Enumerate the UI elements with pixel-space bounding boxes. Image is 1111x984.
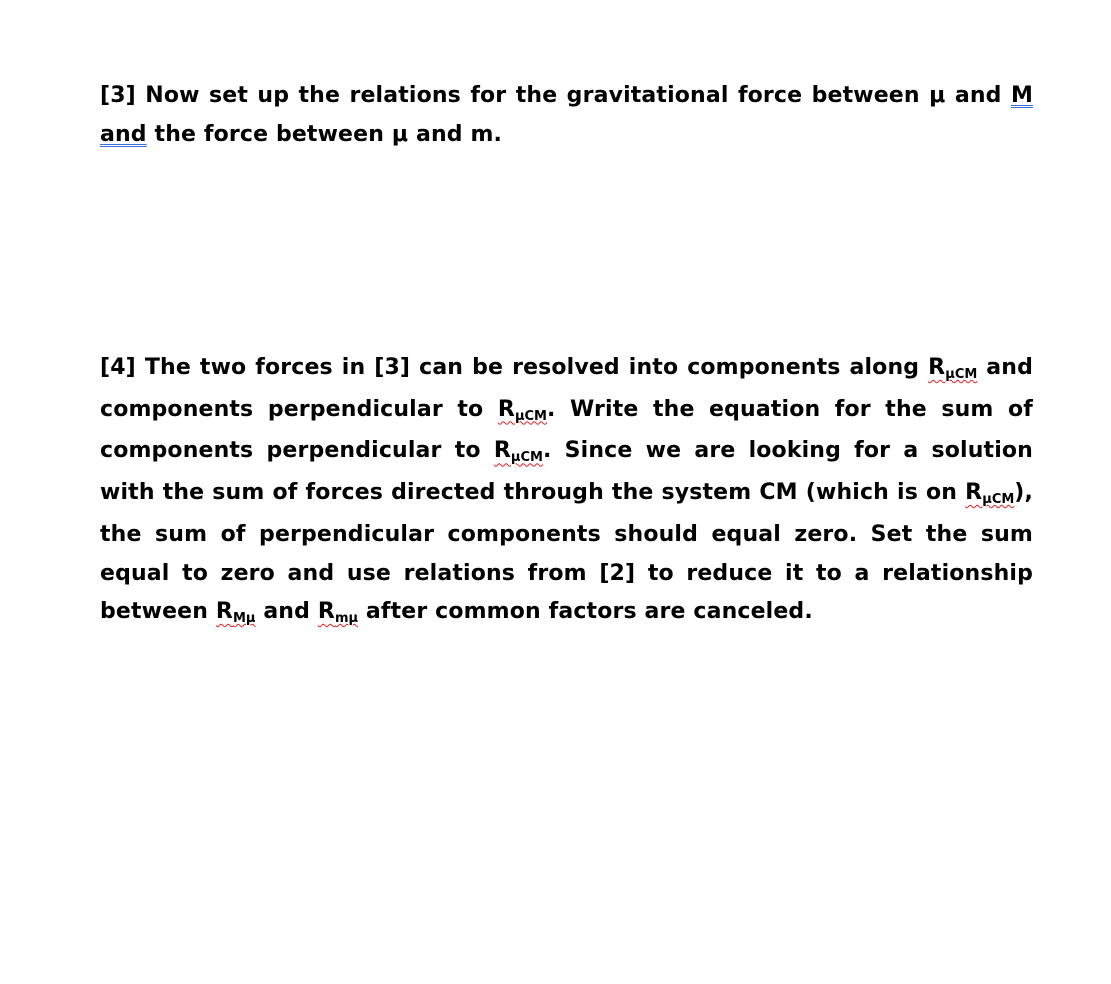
paragraph-4-text-d: . Since we are looking for a solution with the sum of forces directed through the system CM (which is on (100, 438, 1033, 506)
paragraph-4-text-a: The two forces in [3] can be resolved into components along (144, 355, 920, 380)
grammar-flag-m-and[interactable]: M and (100, 83, 1034, 147)
symbol-base: R (215, 599, 233, 625)
symbol-base: R (317, 599, 335, 625)
symbol-base: R (493, 438, 511, 464)
symbol-base: R (928, 355, 946, 380)
paragraph-3-text-b: the force between μ and m. (154, 121, 503, 147)
paragraph-4-text-f: and (263, 599, 311, 625)
symbol-subscript: μCM (514, 408, 547, 424)
symbol-base: R (965, 480, 983, 506)
symbol-r-m-mu[interactable] (215, 599, 256, 627)
symbol-r-mu-cm-4[interactable] (965, 480, 1015, 508)
symbol-r-small-m-mu[interactable] (317, 599, 359, 627)
paragraph-3-text-a: Now set up the relations for the gravitational force between μ and (145, 83, 1002, 108)
symbol-subscript: mμ (334, 611, 359, 627)
symbol-base: R (497, 396, 515, 422)
paragraph-3-label: [3] (100, 83, 136, 108)
paragraph-4 (100, 349, 1033, 635)
symbol-subscript: Mμ (232, 611, 256, 627)
symbol-r-mu-cm-3[interactable] (493, 438, 543, 466)
symbol-r-mu-cm-1[interactable] (928, 355, 977, 380)
paragraph-4-text-e: ), the sum of perpendicular components should equal zero. Set the sum equal to zero and use relations from [2] to reduce it to a relationship between (100, 480, 1034, 625)
paragraph-3 (100, 77, 1033, 154)
paragraph-4-label: [4] (100, 355, 136, 380)
symbol-subscript: μCM (982, 492, 1015, 508)
paragraph-4-text-b: and components perpendicular to (100, 355, 1034, 422)
paragraph-4-text-c: . Write the equation for the sum of components perpendicular to (100, 396, 1034, 464)
symbol-subscript: μCM (510, 450, 543, 466)
symbol-subscript: μCM (945, 367, 978, 382)
symbol-r-mu-cm-2[interactable] (498, 397, 547, 422)
paragraph-4-text-g: after common factors are canceled. (365, 599, 813, 625)
